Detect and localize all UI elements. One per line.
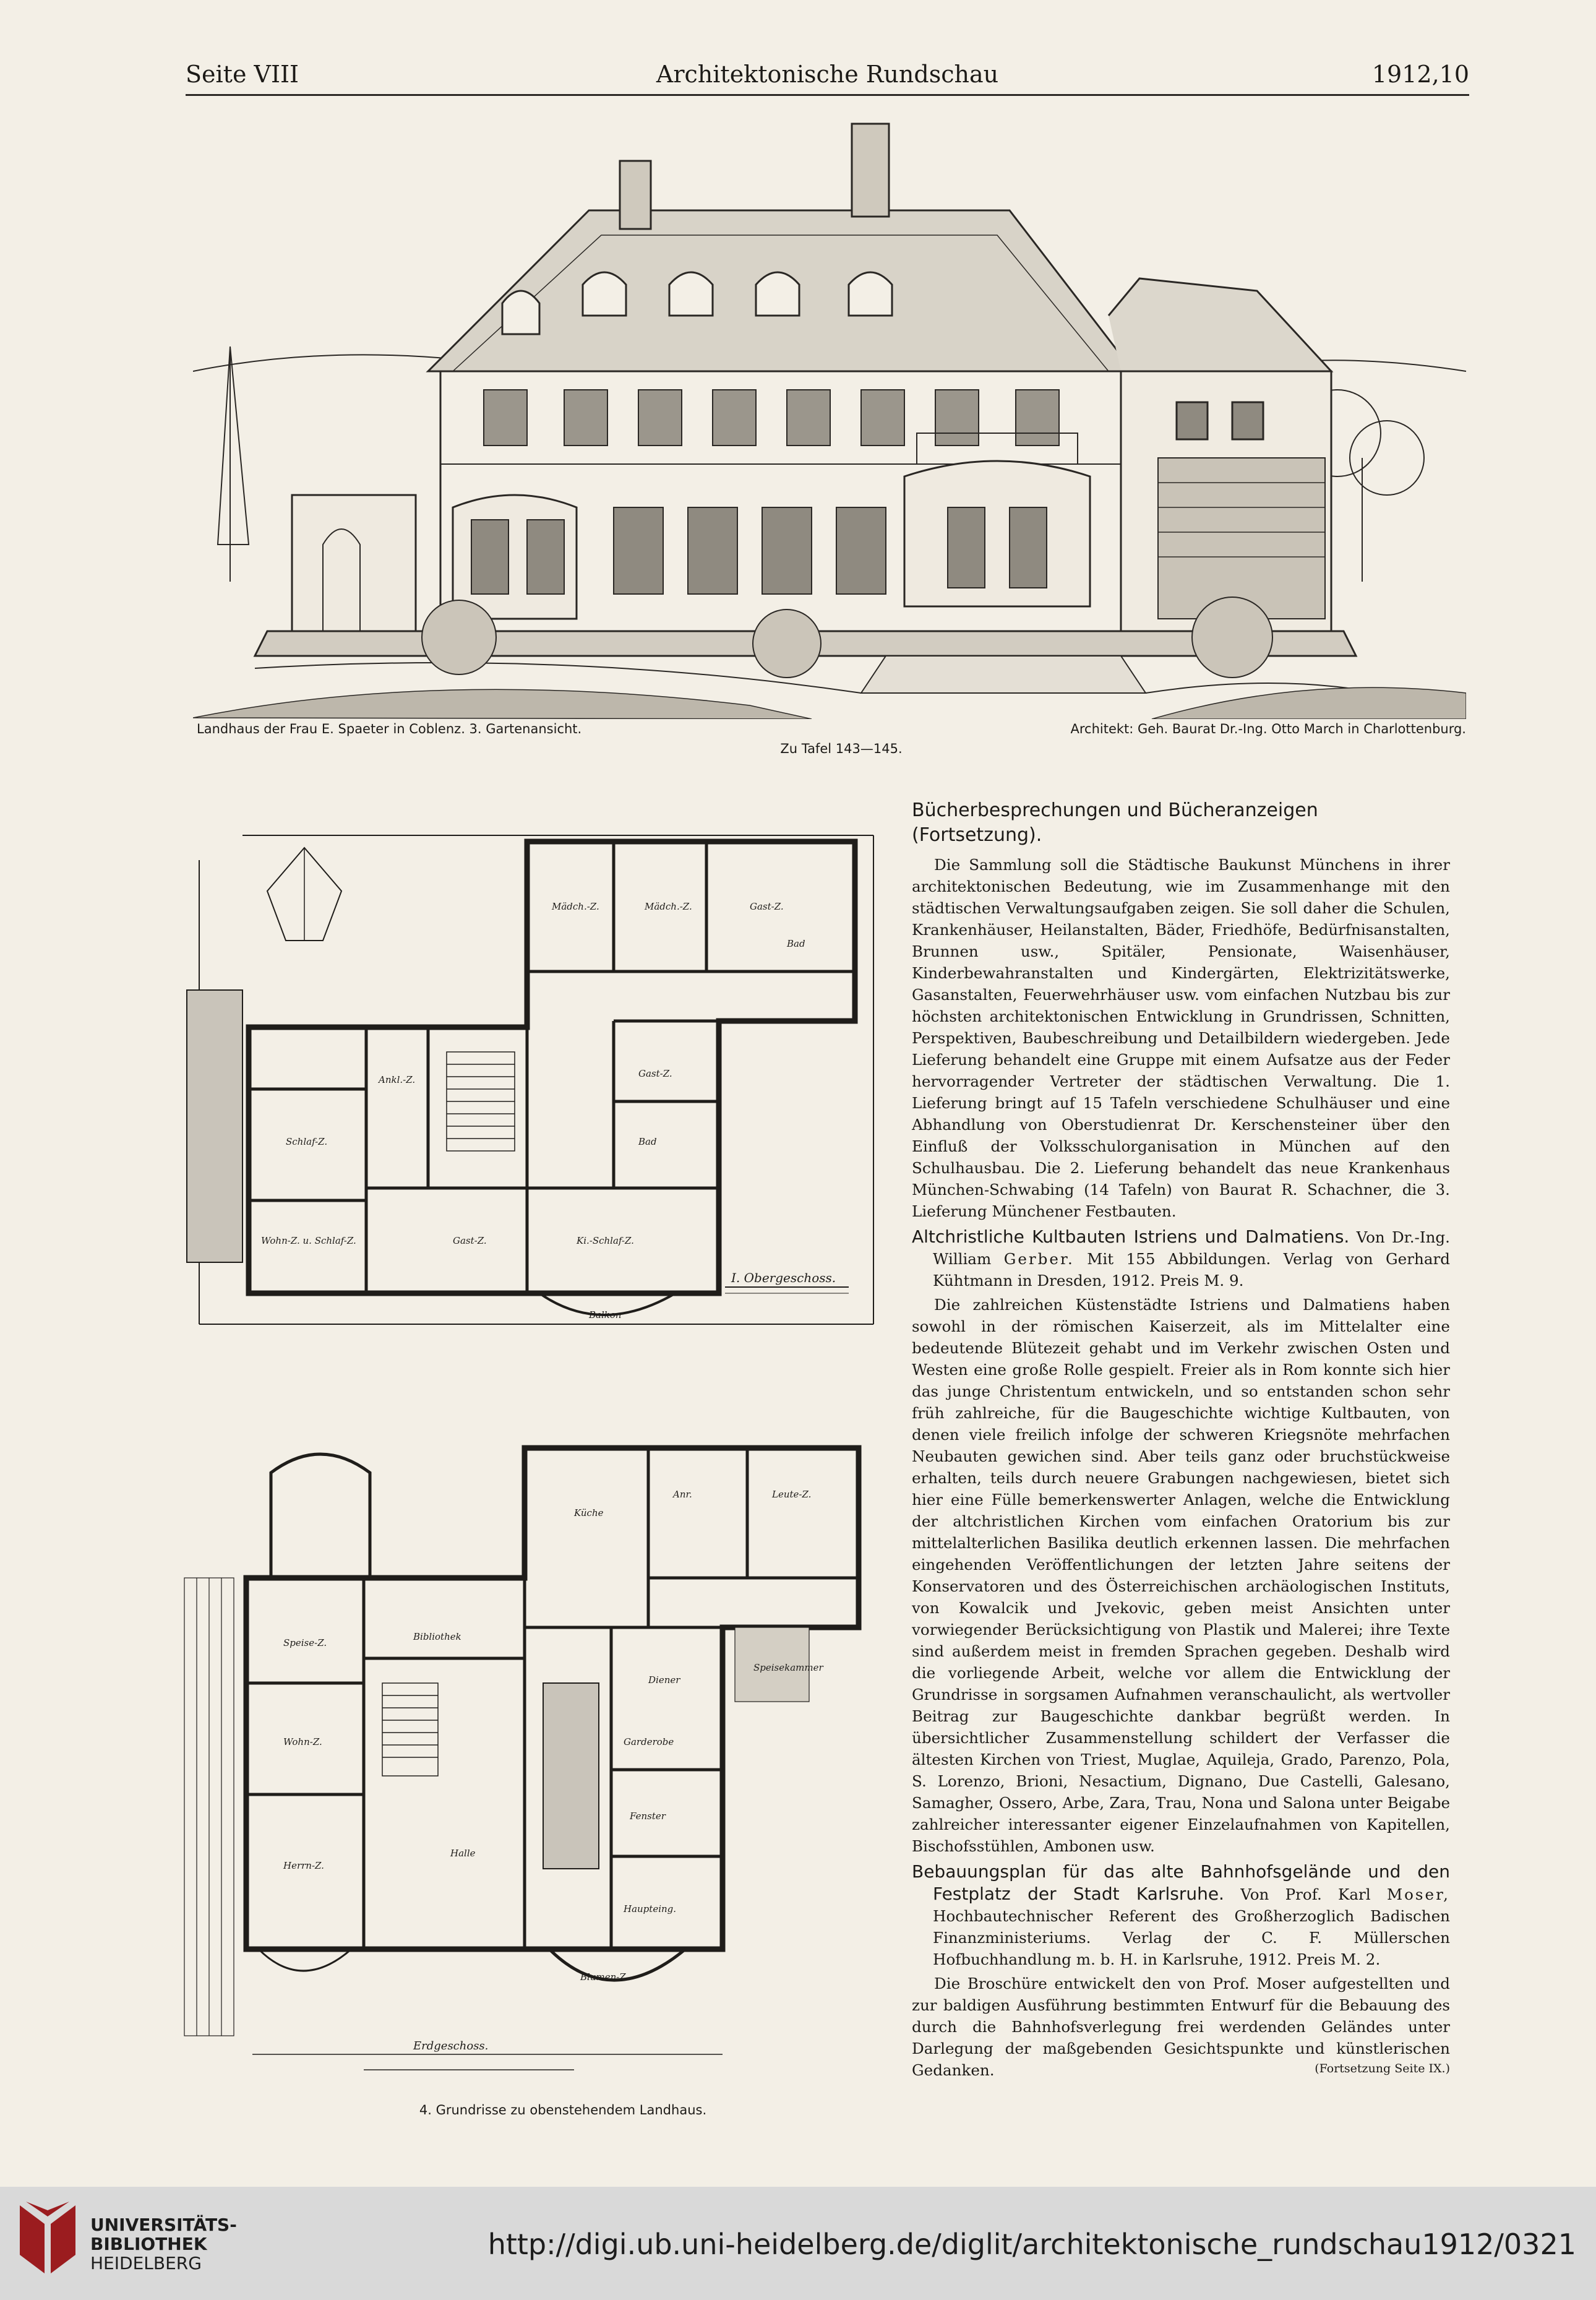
journal-title: Architektonische Rundschau	[656, 61, 999, 88]
plan2-room: Leute-Z.	[772, 1489, 812, 1500]
last-paragraph	[912, 1973, 1450, 2081]
plan1-room: Mädch.-Z.	[552, 901, 599, 912]
plan2-room: Haupteing.	[624, 1903, 677, 1915]
plan2-room: Halle	[450, 1848, 476, 1859]
figure-caption-right: Architekt: Geh. Baurat Dr.-Ing. Otto March in Charlottenburg.	[1070, 721, 1466, 736]
plan2-room: Anr.	[673, 1489, 692, 1500]
plan2-label: Erdgeschoss.	[413, 2039, 489, 2052]
library-line: HEIDELBERG	[90, 2253, 202, 2273]
plan2-room: Speisekammer	[753, 1662, 823, 1673]
issue-year: 1912,10	[1371, 61, 1469, 88]
plan1-room: Gast-Z.	[638, 1068, 672, 1079]
book-entry	[912, 1861, 1450, 1970]
plan-caption: 4. Grundrisse zu obenstehendem Landhaus.	[419, 2103, 707, 2117]
paragraph: Die zahlreichen Küstenstädte Istriens und Dalmatiens haben sowohl in der römischen Kaiserzeit, als im Mittelalter eine bedeutende Blütezeit gehabt und im Verkehr zwischen Osten und Westen eine große Rolle gespielt. Freier als in Rom konnte sich hier das junge Christentum entwickeln, und so entstanden schon sehr früh zahlreiche, für die Baugeschichte wichtige Kultbauten, von denen viele freilich infolge der schweren Kriegsnöte mehrfachen Neubauten gewichen sind. Aber teils ganz oder bruchstückweise erhalten, teils durch neuere Grabungen nachgewiesen, bietet sich hier eine Fülle bemerkenswerter Anlagen, welche die Entwicklung der altchristlichen Kirchen vom einfachen Oratorium bis zur mittelalterlichen Basilika deutlich erkennen lassen. Die mehrfachen eingehenden Veröffentlichungen der letzten Jahre seitens der Konservatoren und des Österreichischen archäologischen Instituts, von Kowalcik und Jvekovic, geben meist Ansichten unter vorwiegender Berücksichtigung von Plastik und Malerei; ihre Texte sind außerdem meist in fremden Sprachen gegeben. Deshalb wird die vorliegende Arbeit, welche vor allem die Entwicklung der Grundrisse in sorgsamen Aufnahmen veranschaulicht, als wertvoller Beitrag zur Baugeschichte dankbar begrüßt werden. In übersichtlicher Zusammenstellung schildert der Verfasser die ältesten Kirchen von Triest, Muglae, Aquileja, Grado, Parenzo, Pola, S. Lorenzo, Brioni, Nesactium, Dignano, Due Castelli, Galesano, Samagher, Ossero, Arbe, Zara, Trau, Nona und Salona unter Beigabe zahlreicher interessanter eigener Einzelaufnahmen von Kapitellen, Bischofsstühlen, Ambonen usw.	[912, 1296, 1450, 1855]
book-details: Mit 155 Abbildungen. Verlag von Gerhard Kühtmann in Dresden, 1912. Preis M. 9.	[933, 1250, 1450, 1290]
book-entry	[912, 1226, 1450, 1291]
source-url[interactable]: http://digi.ub.uni-heidelberg.de/diglit/architektonische_rundschau1912/0321	[487, 2228, 1576, 2261]
plan2-room: Diener	[648, 1674, 680, 1686]
figure-caption-center: Zu Tafel 143—145.	[780, 741, 903, 756]
plan2-room: Bibliothek	[413, 1631, 461, 1642]
book-author: Gerber.	[1003, 1250, 1075, 1268]
plan1-room: Balkon	[589, 1309, 622, 1320]
plan1-room: Gast-Z.	[750, 901, 784, 912]
plan2-room: Fenster	[630, 1811, 666, 1822]
plan2-room: Küche	[574, 1507, 604, 1518]
book-author: Moser,	[1386, 1885, 1450, 1903]
paragraph: Die Sammlung soll die Städtische Baukunst Münchens in ihrer architektonischen Bedeutung, wie im Zusammenhange mit den städtischen Verwaltungsaufgaben zeigen. Sie soll daher die Schulen, Krankenhäuser, Heilanstalten, Bäder, Friedhöfe, Bedürfnisanstalten, Brunnen usw., Spitäler, Pensionate, Waisenhäuser, Kinderbewahranstalten und Kindergärten, Elektrizitätswerke, Gasanstalten, Feuerwehrhäuser usw. vom einfachen Nutzbau bis zur höchsten architektonischen Entwicklung in Grundrissen, Schnitten, Perspektiven, Baubeschreibung und Detailbildern wiedergeben. Jede Lieferung behandelt eine Gruppe mit einem Aufsatze aus der Feder hervorragender Vertreter der städtischen Verwaltung. Die 1. Lieferung bringt auf 15 Tafeln verschiedene Schulhäuser und eine Abhandlung von Oberstudienrat Dr. Kerschensteiner über den Einfluß der Volksschulorganisation in München auf den Schulhausbau. Die 2. Lieferung behandelt das neue Krankenhaus München-Schwabing (14 Tafeln) von Baurat R. Schachner, die 3. Lieferung Münchener Festbauten.	[912, 856, 1450, 1220]
review-column	[912, 798, 1450, 2083]
library-logo-icon	[14, 2199, 82, 2280]
plan1-room: Bad	[787, 938, 805, 949]
book-by: Von Prof. Karl	[1240, 1885, 1371, 1903]
library-line: BIBLIOTHEK	[90, 2234, 207, 2254]
paragraph: Die Broschüre entwickelt den von Prof. Moser aufgestellten und zur baldigen Ausführung bestimmten Entwurf für die Bebauung des durch die Bahnhofsverlegung frei werdenden Geländes unter Darlegung der maßgebenden Gesichtspunkte und künstlerischen Gedanken.	[912, 1975, 1450, 2079]
section-heading: Bücherbesprechungen und Bücheranzeigen (Fortsetzung).	[912, 799, 1318, 846]
figure-caption-left: Landhaus der Frau E. Spaeter in Coblenz. 3. Gartenansicht.	[197, 721, 582, 736]
plan2-room: Wohn-Z.	[283, 1736, 322, 1747]
book-title: Altchristliche Kultbauten Istriens und Dalmatiens.	[912, 1226, 1350, 1247]
plan1-room: Ki.-Schlaf-Z.	[577, 1235, 634, 1246]
running-header	[186, 57, 1469, 96]
book-details: Hochbautechnischer Referent des Großherzoglich Badischen Finanzministeriums. Verlag der C. F. Müllerschen Hofbuchhandlung m. b. H. in Karlsruhe, 1912. Preis M. 2.	[933, 1907, 1450, 1968]
continued-note: (Fortsetzung Seite IX.)	[1315, 2062, 1450, 2075]
ground-floor-plan	[178, 1423, 888, 2085]
plan1-room: Wohn-Z. u. Schlaf-Z.	[261, 1235, 356, 1246]
plan1-room: Ankl.-Z.	[379, 1074, 416, 1085]
page-number: Seite VIII	[186, 61, 299, 88]
library-footer	[0, 2187, 1596, 2300]
library-name	[90, 2215, 237, 2273]
plan2-room: Garderobe	[624, 1736, 674, 1747]
plan1-room: Mädch.-Z.	[645, 901, 692, 912]
plan1-room: Schlaf-Z.	[286, 1136, 328, 1147]
plan2-room: Speise-Z.	[283, 1637, 327, 1648]
library-line: UNIVERSITÄTS-	[90, 2215, 237, 2235]
book-title: Bebauungsplan für das alte Bahnhofsgelände und den Festplatz der Stadt Karlsruhe.	[912, 1861, 1450, 1904]
plan2-room: Blumen-Z.	[580, 1971, 629, 1983]
plan1-room: Bad	[638, 1136, 657, 1147]
plan1-label: I. Obergeschoss.	[731, 1270, 836, 1285]
plan1-room: Gast-Z.	[453, 1235, 487, 1246]
plan2-room: Herrn-Z.	[283, 1860, 324, 1871]
house-illustration	[193, 111, 1466, 719]
book-by: Von Dr.-Ing. William	[933, 1228, 1450, 1268]
upper-floor-plan	[181, 817, 886, 1343]
